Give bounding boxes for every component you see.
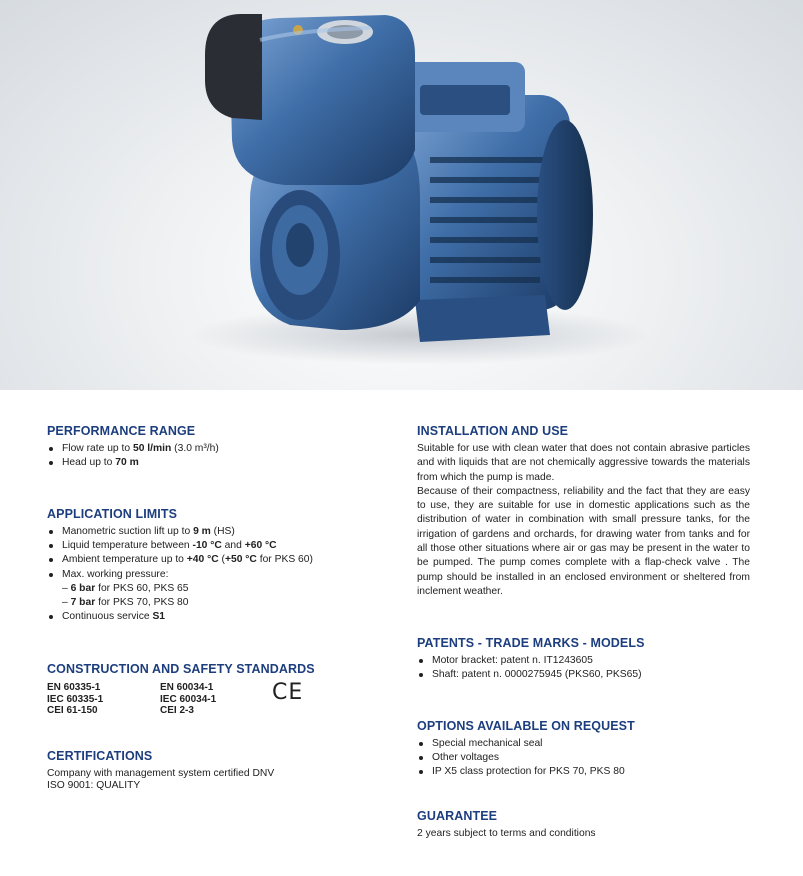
- application-limits-heading: APPLICATION LIMITS: [47, 507, 178, 521]
- construction-standards-heading: CONSTRUCTION AND SAFETY STANDARDS: [47, 662, 315, 676]
- guarantee-text: 2 years subject to terms and conditions: [417, 828, 596, 839]
- certifications-text: Company with management system certified DNV ISO 9001: QUALITY: [47, 768, 275, 791]
- patents-heading: PATENTS - TRADE MARKS - MODELS: [417, 636, 645, 650]
- performance-range-list: [47, 442, 219, 470]
- list-item: Ambient temperature up to +40 °C (+50 °C for PKS 60): [47, 553, 313, 567]
- patents-list: [417, 654, 642, 682]
- list-item: Motor bracket: patent n. IT1243605: [417, 654, 642, 668]
- certifications-heading: CERTIFICATIONS: [47, 749, 153, 763]
- list-item: Max. working pressure:: [47, 568, 313, 582]
- pump-illustration: [0, 0, 803, 390]
- list-item: Flow rate up to 50 l/min (3.0 m³/h): [47, 442, 219, 456]
- list-item: Shaft: patent n. 0000275945 (PKS60, PKS65): [417, 668, 642, 682]
- options-heading: OPTIONS AVAILABLE ON REQUEST: [417, 719, 635, 733]
- application-limits-list: [47, 525, 313, 624]
- installation-text: Suitable for use with clean water that does not contain abrasive particles and with liquids that are not chemically aggressive towards the materials from which the pump is made. Because of their compactness, reliability and the fact that they are easy to use, they are suitable for use in domestic applications such as the distribution of water in combination with small pressure tanks, for the irrigation of gardens and orchards, for drawing water from tanks and for all those other situations where air or gas may be present in the water to be pumped. The pump comes complete with a flap-check valve . The pump should be installed in an enclosed environment or sheltered from inclement weather.: [417, 443, 750, 597]
- list-item: Other voltages: [417, 751, 625, 765]
- list-item: Manometric suction lift up to 9 m (HS): [47, 525, 313, 539]
- list-item: Special mechanical seal: [417, 737, 625, 751]
- ce-mark-icon: CE: [272, 680, 304, 705]
- options-list: [417, 737, 625, 780]
- list-item: Continuous service S1: [47, 610, 313, 624]
- standards-column-1: EN 60335-1 IEC 60335-1 CEI 61-150: [47, 682, 104, 717]
- pump-product-image: [0, 0, 803, 390]
- guarantee-heading: GUARANTEE: [417, 809, 498, 823]
- installation-heading: INSTALLATION AND USE: [417, 424, 569, 438]
- performance-range-heading: PERFORMANCE RANGE: [47, 424, 196, 438]
- list-item: Liquid temperature between -10 °C and +60 °C: [47, 539, 313, 553]
- list-subitem: – 7 bar for PKS 70, PKS 80: [62, 597, 189, 609]
- list-subitem: – 6 bar for PKS 60, PKS 65: [62, 582, 189, 594]
- list-item: Head up to 70 m: [47, 456, 219, 470]
- standards-column-2: EN 60034-1 IEC 60034-1 CEI 2-3: [160, 682, 217, 717]
- list-item: IP X5 class protection for PKS 70, PKS 80: [417, 765, 625, 779]
